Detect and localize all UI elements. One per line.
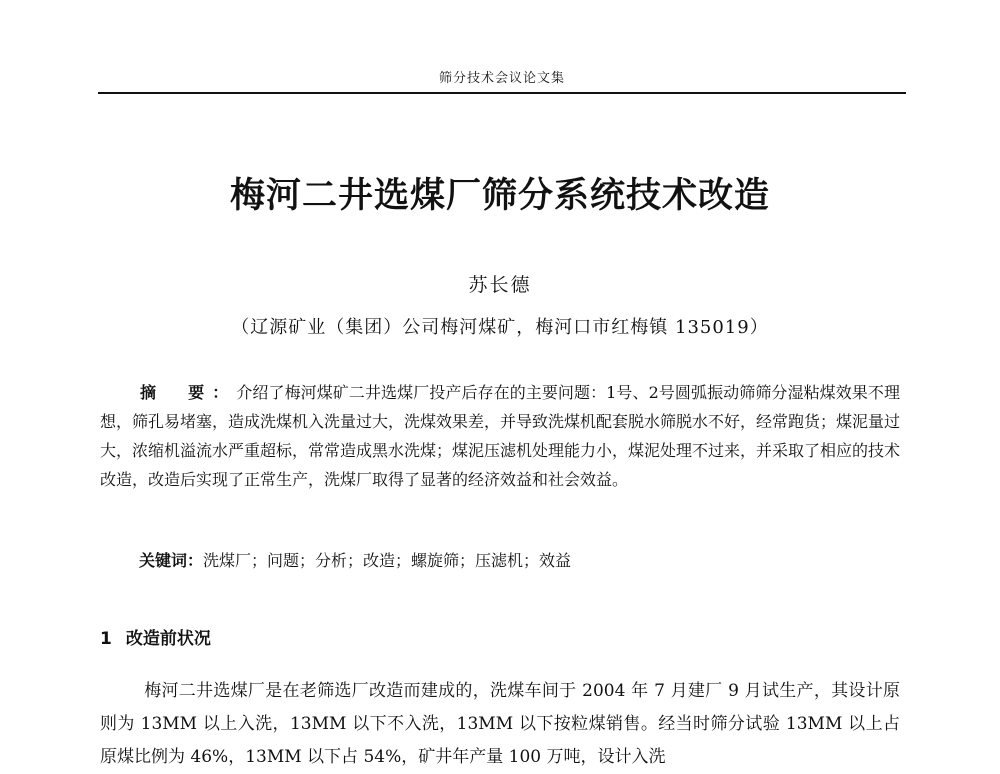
header-rule: [98, 92, 906, 94]
keywords-text: 洗煤厂；问题；分析；改造；螺旋筛；压滤机；效益: [203, 551, 572, 570]
keywords-label: 关键词：: [139, 551, 204, 570]
abstract: [100, 378, 900, 494]
section-title: 改造前状况: [125, 629, 211, 649]
body-paragraph: 梅河二井选煤厂是在老筛选厂改造而建成的，洗煤车间于 2004 年 7 月建厂 9 月试生产，其设计原则为 13MM 以上入洗，13MM 以下不入洗，13MM 以下按粒煤销售。经当时筛分试验 13MM 以上占原煤比例为 46%，13MM 以下占 54%，矿井年产量 100 万吨，设计入洗: [100, 681, 900, 767]
author-name: 苏长德: [468, 274, 532, 296]
abstract-label: 摘 要：: [140, 383, 237, 402]
section-number: 1: [100, 629, 112, 649]
keywords: [139, 548, 571, 571]
running-header: 筛分技术会议论文集: [438, 71, 565, 86]
author-affiliation: （辽源矿业（集团）公司梅河煤矿，梅河口市红梅镇 135019）: [231, 317, 769, 338]
paper-title: 梅河二井选煤厂筛分系统技术改造: [229, 176, 770, 216]
abstract-text: 介绍了梅河煤矿二井选煤厂投产后存在的主要问题：1号、2号圆弧振动筛筛分湿粘煤效果不理想，筛孔易堵塞，造成洗煤机入洗量过大，洗煤效果差，并导致洗煤机配套脱水筛脱水不好，经常跑货；煤泥量过大，浓缩机溢流水严重超标，常常造成黑水洗煤；煤泥压滤机处理能力小，煤泥处理不过来，并采取了相应的技术改造，改造后实现了正常生产，洗煤厂取得了显著的经济效益和社会效益。: [100, 383, 901, 489]
section-heading: [100, 624, 211, 649]
